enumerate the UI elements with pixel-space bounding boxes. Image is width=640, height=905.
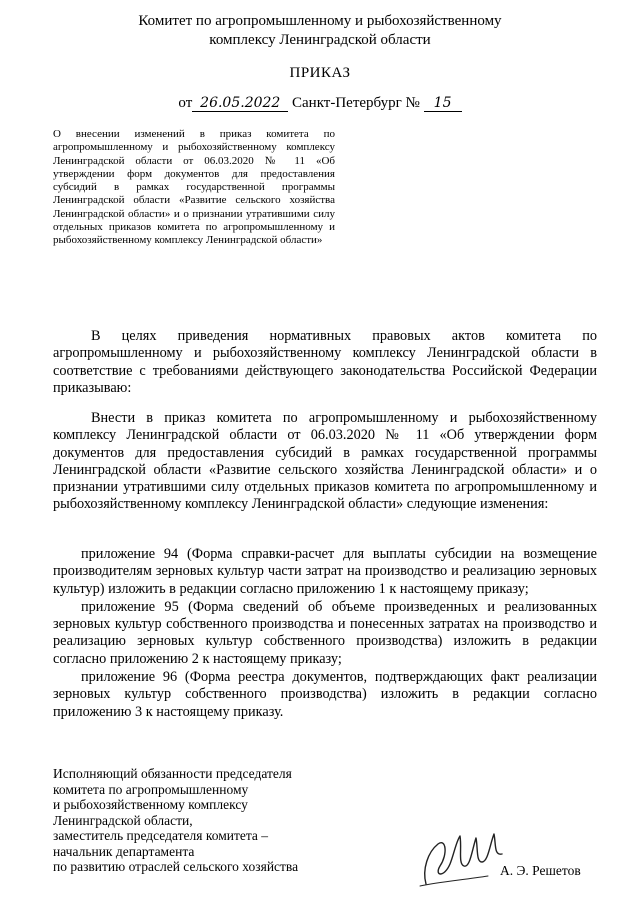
subject-block: О внесении изменений в приказ комитета по агропромышленному и рыбохозяйственному комплексу Ленинградской области от 06.03.2020 № 11 «Об утверждении форм документов для предоставления субсидий в рамках государственной программы Ленинградской области «Развитие сельского хозяйства Ленинградской области» и о признании утратившими силу отдельных приказов комитета по агропромышленному и рыбохозяйственному комплексу Ленинградской области» (53, 128, 335, 247)
handwritten-signature-icon (418, 814, 508, 892)
organization-header (0, 12, 640, 50)
position-line: по развитию отраслей сельского хозяйства (53, 859, 299, 874)
handwritten-date: 26.05.2022 (192, 96, 288, 112)
from-label: от (178, 95, 193, 111)
handwritten-number: 15 (424, 96, 462, 112)
position-line: заместитель председателя комитета – (53, 828, 269, 843)
order-paragraph: Внести в приказ комитета по агропромышленному и рыбохозяйственному комплексу Ленинградской области от 06.03.2020 № 11 «Об утверждении форм документов для предоставления субсидий в рамках государственной программы Ленинградской области «Развитие сельского хозяйства Ленинградской области» и о признании утратившими силу отдельных приказов комитета по агропромышленному и рыбохозяйственному комплексу Ленинградской области» следующие изменения: (53, 410, 597, 513)
number-label: № (405, 95, 420, 111)
org-line-2: комплексу Ленинградской области (209, 32, 431, 48)
amendment-item-1: приложение 94 (Форма справки-расчет для выплаты субсидии на возмещение производителям зерновых культур части затрат на производство и реализацию зерновых культур) изложить в редакции согласно приложению 1 к настоящему приказу; (53, 546, 597, 597)
position-line: и рыбохозяйственному комплексу (53, 797, 248, 812)
date-number-line (0, 95, 640, 112)
amendment-item-2: приложение 95 (Форма сведений об объеме произведенных и реализованных зерновых культур собственного производства и понесенных затратах на производство и реализацию зерновых культур собственного производства) изложить в редакции согласно приложению 2 к настоящему приказу; (53, 598, 597, 667)
position-line: начальник департамента (53, 843, 195, 859)
city-name: Санкт-Петербург (292, 95, 402, 111)
org-line-1: Комитет по агропромышленному и рыбохозяйственному (138, 13, 502, 29)
position-line: комитета по агропромышленному (53, 781, 249, 797)
amendment-item-3: приложение 96 (Форма реестра документов, подтверждающих факт реализации зерновых культур собственного производства) изложить в редакции согласно приложению 3 к настоящему приказу. (53, 669, 597, 720)
signer-name: А. Э. Решетов (500, 863, 581, 878)
amendment-list (53, 546, 597, 721)
position-line: Ленинградской области, (53, 812, 193, 828)
signer-position (53, 766, 353, 875)
document-type: ПРИКАЗ (289, 65, 351, 81)
preamble-paragraph: В целях приведения нормативных правовых актов комитета по агропромышленному и рыбохозяйственному комплексу Ленинградской области в соответствие с требованиями действующего законодательства Российской Федерации приказываю: (53, 328, 597, 396)
position-line: Исполняющий обязанности председателя (53, 766, 292, 781)
